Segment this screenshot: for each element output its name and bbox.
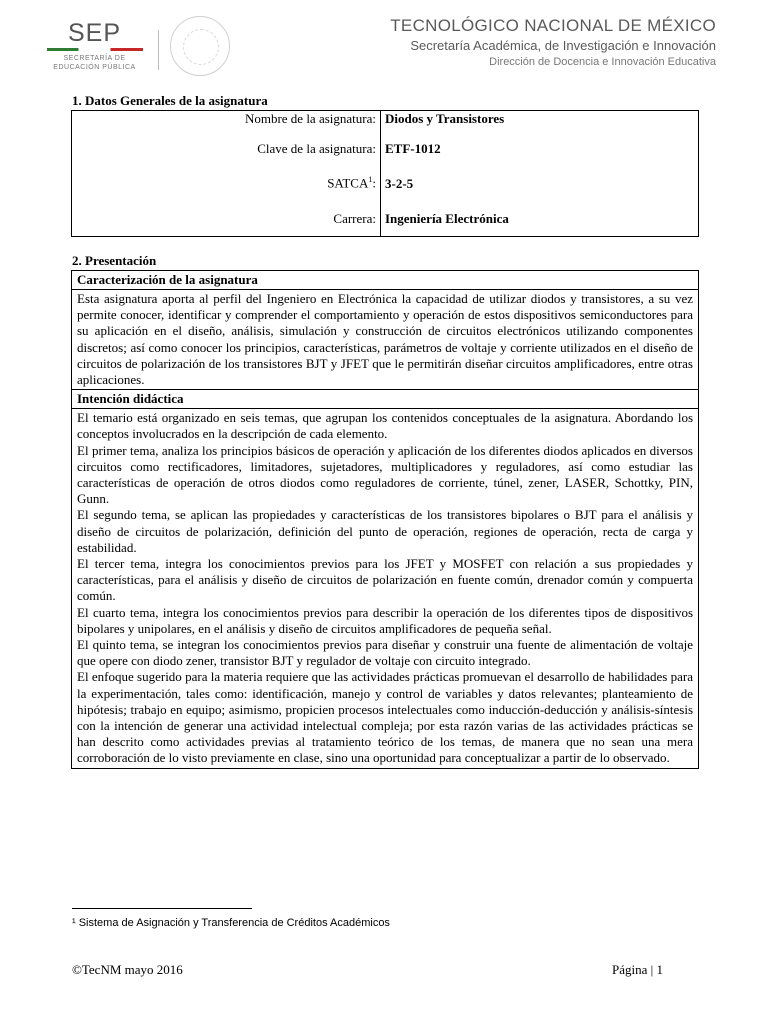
satca-value: 3-2-5 (385, 175, 414, 191)
footnote-separator (72, 908, 252, 909)
subject-name-label: Nombre de la asignatura: (72, 111, 381, 132)
header-divider (158, 30, 159, 70)
didactic-intention-body (72, 409, 699, 768)
institution-title: TECNOLÓGICO NACIONAL DE MÉXICO (390, 16, 716, 35)
didactic-paragraph: El primer tema, analiza los principios básicos de operación y aplicación de los diferentes diodos aplicados en diversos circuitos como rectificadores, limitadores, sujetadores, multiplicadores y reguladores, así como estudiar las características de operación de otros diodos como reguladores de corriente, túnel, zener, LASER, Schottky, PIN, Gunn. (77, 442, 693, 507)
sep-logo-subtitle-2: EDUCACIÓN PÚBLICA (53, 64, 136, 71)
didactic-paragraph: El enfoque sugerido para la materia requiere que las actividades prácticas promuevan el desarrollo de habilidades para la experimentación, tales como: identificación, manejo y control de variables y datos relevantes; planteamiento de hipótesis; trabajo en equipo; asimismo, propicien procesos intelectuales como inducción-deducción y análisis-síntesis con la intención de generar una actividad intelectual compleja; por esta razón varias de las actividades prácticas se han descrito como actividades previas al tratamiento teórico de los temas, de manera que no sean una mera corroboración de lo visto previamente en clase, sino una oportunidad para conceptualizar a partir de lo observado. (77, 669, 693, 766)
didactic-paragraph: El quinto tema, se integran los conocimientos previos para diseñar y construir una fuente de alimentación de voltaje que opere con diodo zener, transistor BJT y regulador de voltaje con circuito integrado. (77, 637, 693, 669)
table-row (72, 111, 699, 132)
header-institution (390, 16, 716, 68)
didactic-paragraph: El tercer tema, integra los conocimientos previos para los JFET y MOSFET con relación a sus propiedades y características, para el análisis y diseño de circuitos de polarización en fuente común, drenador común y compuerta común. (77, 556, 693, 604)
table-row (72, 409, 699, 768)
satca-label (72, 166, 381, 201)
table-row (72, 201, 699, 237)
presentation-table (71, 270, 699, 769)
page-header (0, 0, 768, 90)
mexico-seal-icon (170, 16, 230, 76)
career-value: Ingeniería Electrónica (385, 210, 509, 226)
didactic-paragraph: El cuarto tema, integra los conocimientos previos para describir la operación de los diferentes tipos de dispositivos bipolares y unipolares, en el análisis y diseño de circuitos amplificadores de pequeña señal. (77, 604, 693, 636)
subject-code-value: ETF-1012 (385, 140, 441, 156)
table-row (72, 166, 699, 201)
satca-footnote-mark: 1 (368, 175, 373, 185)
table-row (72, 390, 699, 409)
footer-page-number: Página | 1 (612, 962, 663, 977)
sep-logo-word: SEP (67, 19, 122, 47)
sep-logo-subtitle-1: SECRETARÍA DE (63, 55, 126, 62)
section-2-title: 2. Presentación (72, 253, 157, 268)
didactic-paragraph: El temario está organizado en seis temas, que agrupan los contenidos conceptuales de la asignatura. Abordando los conceptos involucrados en la descripción de cada elemento. (77, 410, 693, 442)
footer-copyright: ©TecNM mayo 2016 (72, 962, 183, 977)
seal-inner-ring (183, 29, 219, 65)
satca-label-colon: : (372, 175, 376, 191)
didactic-paragraph: El segundo tema, se aplican las propiedades y características de los transistores bipolares o BJT para el análisis y diseño de circuitos de polarización, definición del punto de operación, regiones de operación, recta de carga y estabilidad. (77, 507, 693, 555)
subject-name-value: Diodos y Transistores (385, 111, 505, 126)
didactic-intention-heading: Intención didáctica (72, 390, 699, 409)
satca-label-text: SATCA (327, 175, 369, 191)
table-row (72, 271, 699, 290)
footnote-text: ¹ Sistema de Asignación y Transferencia de Créditos Académicos (72, 917, 390, 929)
subject-code-label: Clave de la asignatura: (72, 131, 381, 166)
institution-subtitle-2: Dirección de Docencia e Innovación Educativa (489, 56, 716, 68)
sep-logo-bar (47, 48, 143, 51)
table-row (72, 131, 699, 166)
table-row (72, 290, 699, 390)
characterization-text: Esta asignatura aporta al perfil del Ingeniero en Electrónica la capacidad de utilizar diodos y transistores, a su vez permite conocer, identificar y comprender el comportamiento y operación de estos dispositivos semiconductores para su aplicación en el diseño, análisis, simulación y construcción de circuitos electrónicos utilizando componentes discretos; así como conocer los principios, características, parámetros de voltaje y corriente utilizados en el diseño de circuitos de polarización de los transistores BJT y JFET que le permitirán diseñar circuitos amplificadores, entre otras aplicaciones. (72, 290, 699, 390)
sep-logo (32, 20, 157, 72)
section-1-title: 1. Datos Generales de la asignatura (72, 93, 268, 108)
institution-subtitle: Secretaría Académica, de Investigación e Innovación (410, 38, 716, 53)
career-label: Carrera: (72, 201, 381, 237)
characterization-heading: Caracterización de la asignatura (72, 271, 699, 290)
general-data-table (71, 110, 699, 237)
